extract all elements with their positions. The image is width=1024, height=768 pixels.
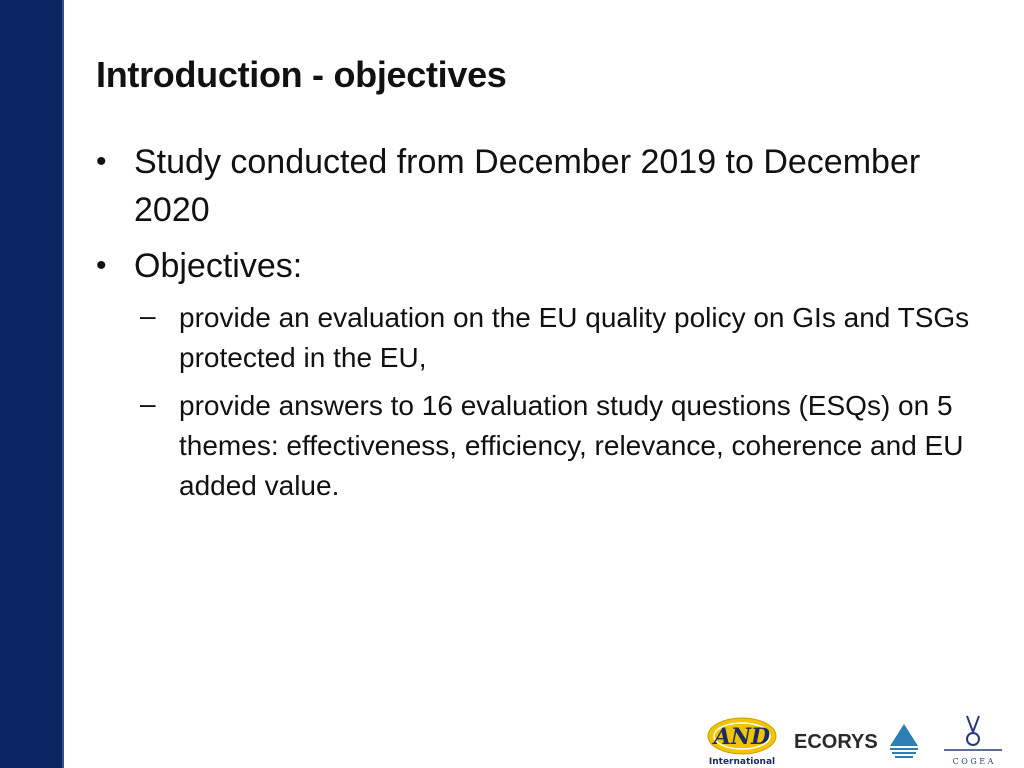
bullet-glyph: • [96,249,107,282]
sidebar-bar [0,0,64,768]
sub-bullet-glyph: – [140,300,156,331]
sub-bullet-item [140,298,986,378]
bullet-text: Study conducted from December 2019 to December 2020 [134,143,921,229]
slide-content [96,138,986,514]
and-international-logo [704,714,780,766]
partner-logos [704,712,1012,768]
ecorys-triangle-icon [890,724,918,746]
sidebar-edge [62,0,64,768]
and-logo-text: AND [713,724,771,750]
bullet-glyph: • [96,145,107,178]
slide-title: Introduction - objectives [96,54,507,95]
cogea-logo [940,712,1006,768]
sub-bullet-glyph: – [140,388,156,419]
bullet-item [96,138,986,234]
ecorys-logo [792,718,924,762]
bullet-text: Objectives: [134,247,303,285]
sub-bullet-item [140,386,986,506]
and-logo-subtext: International [708,757,776,766]
cogea-logo-text: C O G E A [952,757,994,766]
ecorys-logo-text: ECORYS [794,731,878,753]
sub-bullet-text: provide answers to 16 evaluation study questions (ESQs) on 5 themes: effectiveness, efficiency, relevance, coherence and EU added value. [179,390,964,501]
sub-bullet-text: provide an evaluation on the EU quality policy on GIs and TSGs protected in the EU, [179,302,970,373]
bullet-item [96,242,986,290]
